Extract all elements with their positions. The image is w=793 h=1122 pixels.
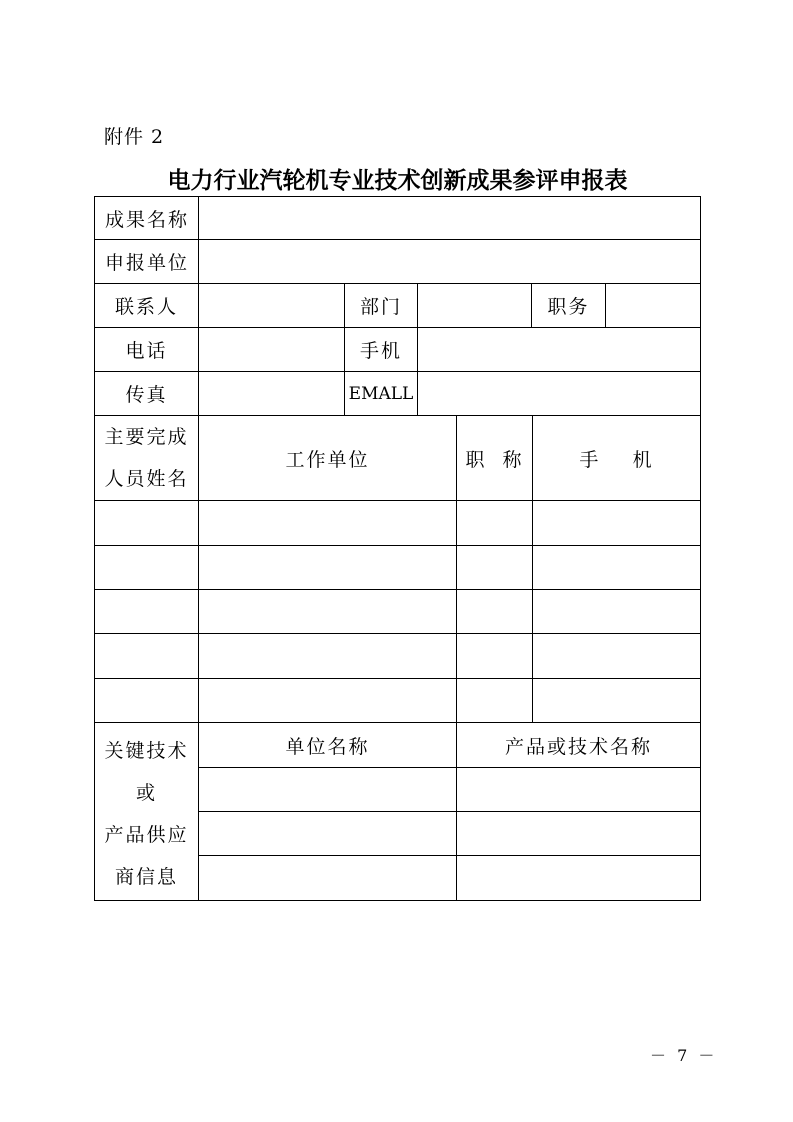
- supplier-info-label-line3: 产品供应: [104, 823, 189, 846]
- members-mobile-header: 手 机: [579, 448, 654, 471]
- email-field[interactable]: [418, 372, 700, 415]
- supplier-info-label: [95, 727, 198, 900]
- member-title-cell[interactable]: [457, 679, 532, 722]
- supplier-product-name-cell[interactable]: [457, 856, 700, 900]
- contact-field[interactable]: [199, 284, 344, 327]
- position-label: 职务: [547, 296, 590, 318]
- member-work-unit-cell[interactable]: [199, 679, 456, 722]
- member-title-cell[interactable]: [457, 634, 532, 678]
- member-title-cell[interactable]: [457, 546, 532, 589]
- achievement-name-field[interactable]: [199, 197, 700, 239]
- position-field[interactable]: [606, 284, 700, 327]
- supplier-unit-name-cell[interactable]: [199, 856, 456, 900]
- supplier-unit-name-cell[interactable]: [199, 812, 456, 855]
- phone-field[interactable]: [199, 328, 344, 371]
- member-mobile-cell[interactable]: [533, 590, 700, 633]
- member-name-cell[interactable]: [95, 679, 198, 722]
- member-title-cell[interactable]: [457, 501, 532, 545]
- phone-label: 电话: [125, 340, 168, 362]
- member-name-cell[interactable]: [95, 590, 198, 633]
- mobile-label: 手机: [359, 340, 402, 362]
- achievement-name-label: 成果名称: [105, 208, 190, 231]
- department-label: 部门: [359, 296, 402, 318]
- supplier-unit-name-header: 单位名称: [285, 735, 370, 758]
- department-field[interactable]: [418, 284, 531, 327]
- email-label: EMALL: [348, 383, 414, 404]
- fax-field[interactable]: [199, 372, 344, 415]
- members-name-header-line1: 主要完成: [104, 426, 189, 448]
- member-mobile-cell[interactable]: [533, 634, 700, 678]
- member-title-cell[interactable]: [457, 590, 532, 633]
- supplier-product-name-cell[interactable]: [457, 812, 700, 855]
- applicant-unit-field[interactable]: [199, 240, 700, 283]
- contact-label: 联系人: [114, 296, 178, 318]
- member-mobile-cell[interactable]: [533, 501, 700, 545]
- applicant-unit-label: 申报单位: [105, 252, 190, 274]
- member-name-cell[interactable]: [95, 634, 198, 678]
- mobile-field[interactable]: [418, 328, 700, 371]
- member-work-unit-cell[interactable]: [199, 501, 456, 545]
- members-name-header: [95, 416, 198, 500]
- supplier-info-label-line1: 关键技术: [104, 739, 189, 762]
- member-mobile-cell[interactable]: [533, 679, 700, 722]
- members-name-header-line2: 人员姓名: [104, 468, 189, 490]
- form-title: 电力行业汽轮机专业技术创新成果参评申报表: [167, 168, 628, 194]
- member-work-unit-cell[interactable]: [199, 590, 456, 633]
- member-name-cell[interactable]: [95, 546, 198, 589]
- member-work-unit-cell[interactable]: [199, 546, 456, 589]
- fax-label: 传真: [125, 384, 168, 406]
- supplier-unit-name-cell[interactable]: [199, 768, 456, 811]
- supplier-info-label-line4: 商信息: [114, 865, 178, 888]
- members-title-header: 职 称: [465, 448, 524, 471]
- supplier-product-name-cell[interactable]: [457, 768, 700, 811]
- page-number: － 7 －: [650, 1046, 718, 1065]
- member-mobile-cell[interactable]: [533, 546, 700, 589]
- members-work-unit-header: 工作单位: [285, 448, 370, 471]
- supplier-product-name-header: 产品或技术名称: [504, 735, 652, 758]
- supplier-info-label-line2: 或: [135, 781, 157, 804]
- member-work-unit-cell[interactable]: [199, 634, 456, 678]
- attachment-label: 附件 2: [104, 126, 165, 148]
- member-name-cell[interactable]: [95, 501, 198, 545]
